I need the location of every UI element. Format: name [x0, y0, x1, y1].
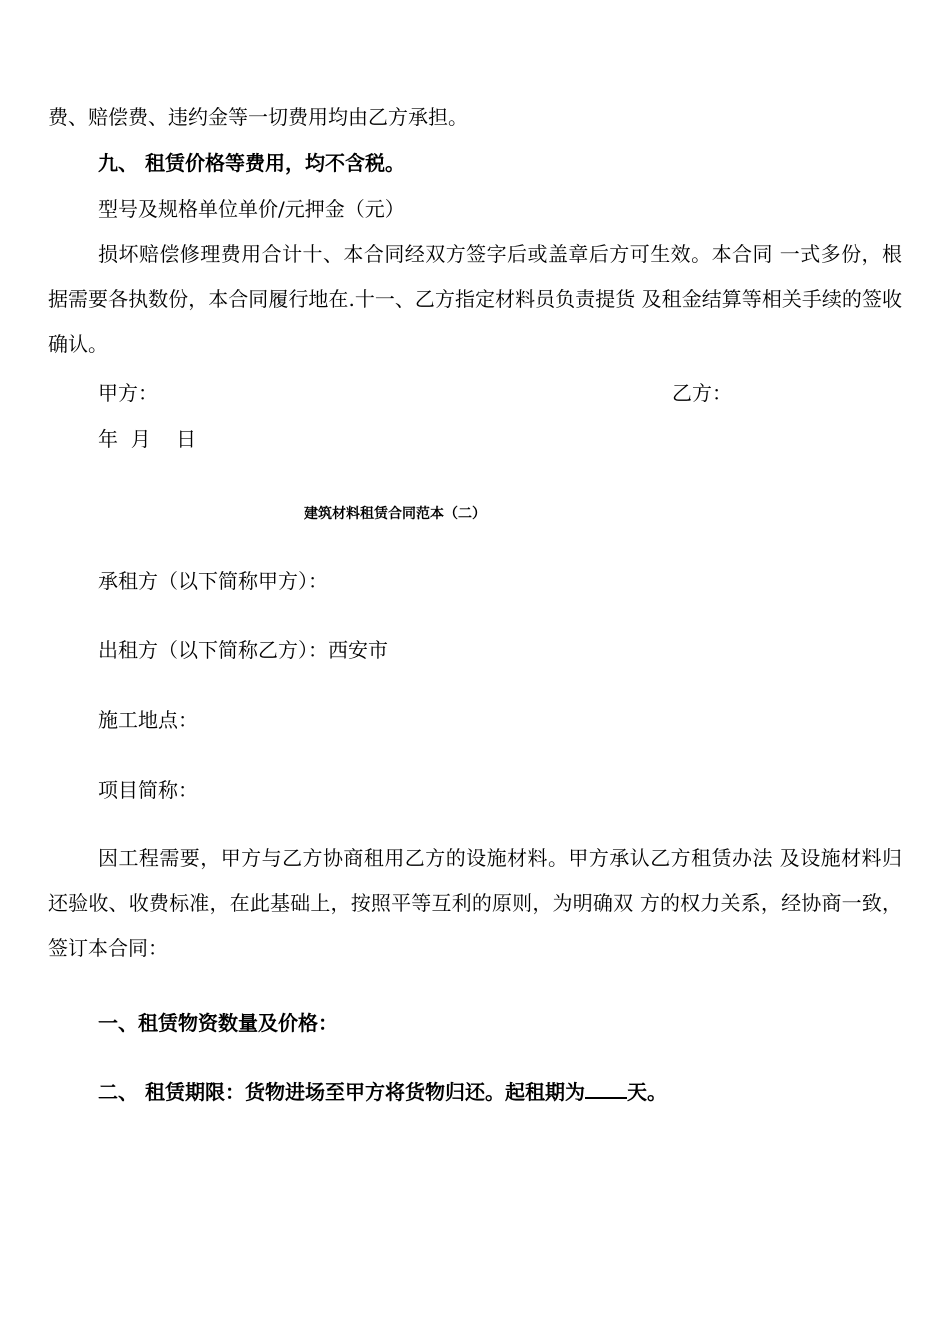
clause-1-heading: 一、租赁物资数量及价格： — [98, 1011, 338, 1035]
clause-2-prefix: 二、 租赁期限：货物进场至甲方将货物归还。起租期为 — [98, 1080, 585, 1104]
lessee-line: 承租方（以下简称甲方）： — [98, 569, 328, 593]
fee-line: 费、赔偿费、违约金等一切费用均由乙方承担。 — [48, 105, 468, 129]
clause-9-heading: 九、 租赁价格等费用，均不含税。 — [98, 151, 405, 175]
clause-2-suffix: 天。 — [626, 1080, 667, 1104]
party-b-signature-label: 乙方： — [672, 381, 732, 405]
damage-paragraph: 损坏赔偿修理费用合计十、本合同经双方签字后或盖章后方可生效。本合同 一式多份，根据需要各执数份，本合同履行地在.十一、乙方指定材料员负责提货 及租金结算等相关手续的签收确认。 — [48, 242, 902, 356]
lessor-line: 出租方（以下简称乙方）：西安市 — [98, 638, 388, 662]
rental-days-blank — [585, 1079, 627, 1099]
party-a-signature-label: 甲方： — [98, 381, 158, 405]
clause-2-heading — [98, 1079, 667, 1105]
project-line: 项目简称： — [98, 778, 198, 802]
table-header-line: 型号及规格单位单价/元押金（元） — [98, 197, 405, 221]
site-line: 施工地点： — [98, 708, 198, 732]
date-line: 年 月 日 — [98, 427, 197, 451]
intro-paragraph: 因工程需要，甲方与乙方协商租用乙方的设施材料。甲方承认乙方租赁办法 及设施材料归还验收、收费标准，在此基础上，按照平等互利的原则，为明确双 方的权力关系，经协商一致，签订本合同： — [48, 846, 902, 960]
contract-title: 建筑材料租赁合同范本（二） — [304, 506, 486, 522]
